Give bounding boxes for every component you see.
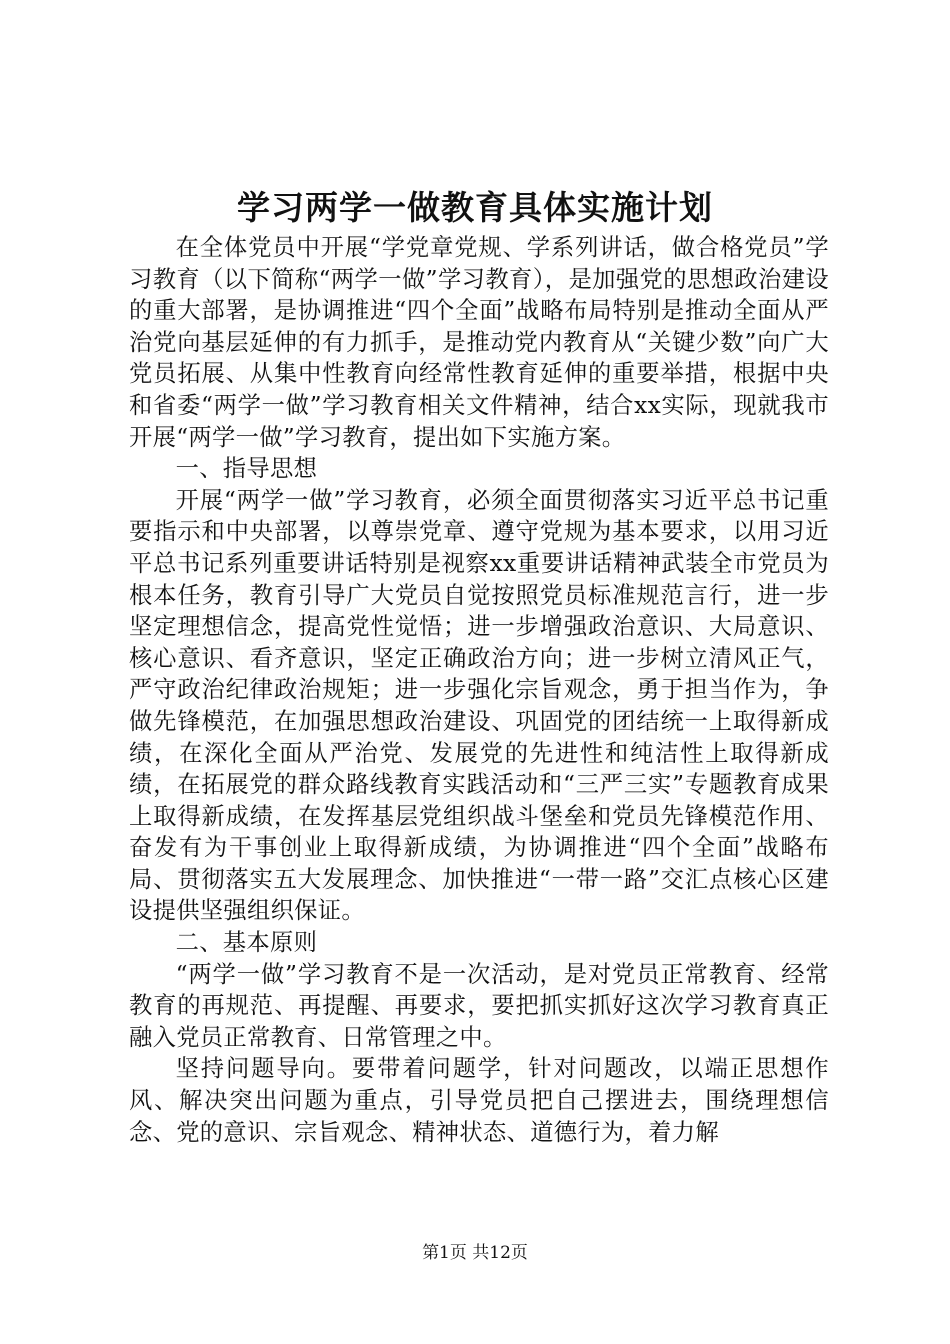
guiding-ideology-paragraph: 开展“两学一做”学习教育，必须全面贯彻落实习近平总书记重要指示和中央部署，以尊崇党章、遵守党规为基本要求，以用习近平总书记系列重要讲话特别是视察xx重要讲话精神武装全市党员为根本任务，教育引导广大党员自觉按照党员标准规范言行，进一步坚定理想信念，提高党性觉悟；进一步增强政治意识、大局意识、核心意识、看齐意识，坚定正确政治方向；进一步树立清风正气，严守政治纪律政治规矩；进一步强化宗旨观念，勇于担当作为，争做先锋模范，在加强思想政治建设、巩固党的团结统一上取得新成绩，在深化全面从严治党、发展党的先进性和纯洁性上取得新成绩，在拓展党的群众路线教育实践活动和“三严三实”专题教育成果上取得新成绩，在发挥基层党组织战斗堡垒和党员先锋模范作用、奋发有为干事创业上取得新成绩，为协调推进“四个全面”战略布局、贯彻落实五大发展理念、加快推进“一带一路”交汇点核心区建设提供坚强组织保证。 bbox=[129, 486, 829, 925]
section-heading-basic-principles: 二、基本原则 bbox=[175, 929, 318, 957]
problem-oriented-paragraph: 坚持问题导向。要带着问题学，针对问题改，以端正思想作风、解决突出问题为重点，引导党员把自己摆进去，围绕理想信念、党的意识、宗旨观念、精神状态、道德行为，着力解 bbox=[129, 1055, 829, 1146]
document-body bbox=[129, 232, 829, 1148]
intro-paragraph: 在全体党员中开展“学党章党规、学系列讲话，做合格党员”学习教育（以下简称“两学一做”学习教育），是加强党的思想政治建设的重大部署，是协调推进“四个全面”战略布局特别是推动全面从严治党向基层延伸的有力抓手，是推动党内教育从“关键少数”向广大党员拓展、从集中性教育向经常性教育延伸的重要举措，根据中央和省委“两学一做”学习教育相关文件精神，结合xx实际，现就我市开展“两学一做”学习教育，提出如下实施方案。 bbox=[129, 234, 829, 451]
section-heading-guiding-ideology: 一、指导思想 bbox=[175, 455, 318, 483]
page-number-footer: 第1页 共12页 bbox=[422, 1243, 528, 1263]
document-title: 学习两学一做教育具体实施计划 bbox=[237, 188, 713, 227]
basic-principles-paragraph: “两学一做”学习教育不是一次活动，是对党员正常教育、经常教育的再规范、再提醒、再要求，要把抓实抓好这次学习教育真正融入党员正常教育、日常管理之中。 bbox=[129, 960, 829, 1051]
